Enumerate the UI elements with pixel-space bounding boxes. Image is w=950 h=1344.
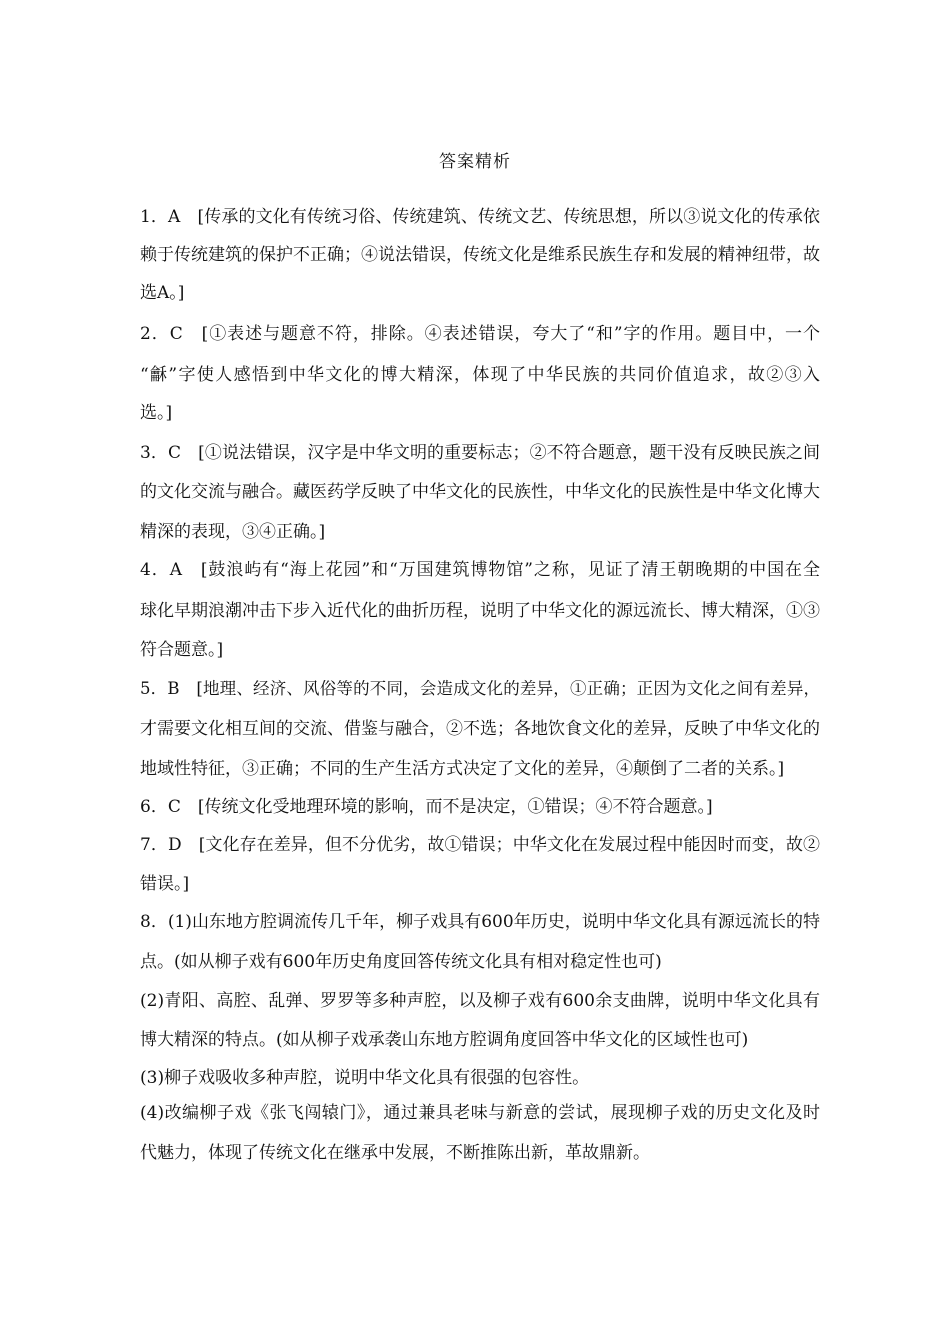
answer-line: 赖于传统建筑的保护不正确；④说法错误，传统文化是维系民族生存和发展的精神纽带，故 bbox=[140, 245, 820, 265]
answer-line: 选A。] bbox=[140, 283, 185, 303]
answer-line: (4)改编柳子戏《张飞闯辕门》，通过兼具老味与新意的尝试，展现柳子戏的历史文化及时 bbox=[140, 1103, 820, 1123]
answer-line: “龢”字使人感悟到中华文化的博大精深，体现了中华民族的共同价值追求，故②③入 bbox=[140, 365, 820, 385]
answer-line: 4．A [鼓浪屿有“海上花园”和“万国建筑博物馆”之称，见证了清王朝晚期的中国在全 bbox=[140, 560, 820, 580]
answer-line: 地域性特征，③正确；不同的生产生活方式决定了文化的差异，④颠倒了二者的关系。] bbox=[140, 759, 785, 779]
answer-line: 错误。] bbox=[140, 874, 190, 894]
answer-line: 6．C [传统文化受地理环境的影响，而不是决定，①错误；④不符合题意。] bbox=[140, 797, 713, 817]
answer-line: (3)柳子戏吸收多种声腔，说明中华文化具有很强的包容性。 bbox=[140, 1068, 590, 1088]
answer-line: 才需要文化相互间的交流、借鉴与融合，②不选；各地饮食文化的差异，反映了中华文化的 bbox=[140, 719, 820, 739]
answer-line: 符合题意。] bbox=[140, 640, 224, 660]
answer-line: 2．C [①表述与题意不符，排除。④表述错误，夸大了“和”字的作用。题目中，一个 bbox=[140, 324, 820, 344]
answer-line: 8．(1)山东地方腔调流传几千年，柳子戏具有600年历史，说明中华文化具有源远流长的特 bbox=[140, 912, 820, 932]
answer-line: 7．D [文化存在差异，但不分优劣，故①错误；中华文化在发展过程中能因时而变，故② bbox=[140, 835, 820, 855]
answer-line: 点。(如从柳子戏有600年历史角度回答传统文化具有相对稳定性也可) bbox=[140, 952, 662, 972]
answer-line: 1．A [传承的文化有传统习俗、传统建筑、传统文艺、传统思想，所以③说文化的传承依 bbox=[140, 207, 820, 227]
answer-line: 代魅力，体现了传统文化在继承中发展，不断推陈出新，革故鼎新。 bbox=[140, 1143, 650, 1163]
answer-line: (2)青阳、高腔、乱弹、罗罗等多种声腔，以及柳子戏有600余支曲牌，说明中华文化具有 bbox=[140, 991, 820, 1011]
answer-line: 球化早期浪潮冲击下步入近代化的曲折历程，说明了中华文化的源远流长、博大精深，①③ bbox=[140, 601, 820, 621]
answer-line: 5．B [地理、经济、风俗等的不同，会造成文化的差异，①正确；正因为文化之间有差异， bbox=[140, 679, 820, 698]
page-title: 答案精析 bbox=[439, 152, 511, 172]
answer-line: 选。] bbox=[140, 403, 173, 423]
answer-line: 的文化交流与融合。藏医药学反映了中华文化的民族性，中华文化的民族性是中华文化博大 bbox=[140, 482, 820, 502]
answer-line: 3．C [①说法错误，汉字是中华文明的重要标志；②不符合题意，题干没有反映民族之间 bbox=[140, 443, 820, 463]
answer-line: 博大精深的特点。(如从柳子戏承袭山东地方腔调角度回答中华文化的区域性也可) bbox=[140, 1030, 749, 1050]
answer-line: 精深的表现，③④正确。] bbox=[140, 522, 326, 542]
